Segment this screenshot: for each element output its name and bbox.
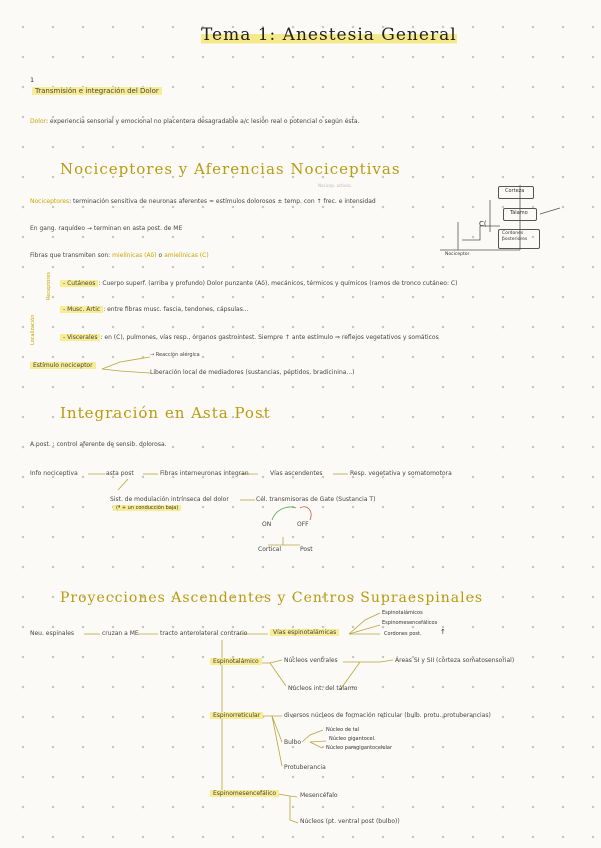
cutaneos-text: : Cuerpo superf. (arriba y profundo) Dolor punzante (Aδ), mecánicos, térmicos y químicos (ramos de tronco cutáneo: C) bbox=[98, 280, 458, 287]
esp-mes-label: Espinomesencefálico bbox=[210, 790, 279, 797]
areas-text: Áreas SI y SII (corteza somatosensorial) bbox=[395, 657, 515, 664]
cortical-label: Cortical bbox=[258, 546, 281, 553]
side-label-receptores: Receptores bbox=[46, 272, 52, 300]
dolor-label: Dolor bbox=[30, 118, 46, 125]
apost-text: A.post. : control aferente de sensib. dolorosa. bbox=[30, 441, 167, 448]
fibras-text: Fibras que transmiten son: bbox=[30, 252, 111, 259]
dolor-text: : experiencia sensorial y emocional no placentera desagradable a/c lesión real o potencial o según ésta. bbox=[46, 118, 360, 125]
chain-3: Fibras interneuronas integran bbox=[160, 470, 249, 477]
bulbo-2: Núcleo gigantocel. bbox=[329, 736, 376, 742]
bulbo-3: Núcleo paragigantocelular bbox=[326, 745, 393, 751]
diversos-text: diversos núcleos de formación reticular (bulb. protu. protuberancias) bbox=[284, 712, 491, 719]
nucleos-int: Núcleos int. del tálamo bbox=[288, 685, 358, 692]
branch-3-mark: ↑ bbox=[440, 628, 446, 636]
on-label: ON bbox=[262, 521, 272, 528]
bulbo-1: Núcleo de tal bbox=[326, 727, 360, 733]
estimulo-2: Liberación local de mediadores (sustancias, péptidos, bradicinina...) bbox=[150, 369, 355, 376]
nucleos-ventrales: Núcleos ventrales bbox=[284, 657, 338, 664]
section-1-heading: Transmisión e integración del Dolor bbox=[32, 87, 162, 95]
chain-4: Vías ascendentes bbox=[270, 470, 323, 477]
teoria-note: (ª + un conducción baja) bbox=[113, 505, 181, 511]
diagram-mark: C( bbox=[479, 220, 487, 228]
section-2-heading: Nociceptores y Aferencias Nociceptivas bbox=[60, 160, 401, 178]
visceral-label: - Viscerales bbox=[60, 334, 100, 341]
neu-espinales: Neu. espinales bbox=[30, 630, 75, 637]
mesencefalo-label: Mesencéfalo bbox=[300, 792, 338, 799]
visceral-line bbox=[60, 334, 439, 341]
side-label-localizacion: Localización bbox=[30, 314, 36, 345]
cutaneos-line bbox=[60, 280, 457, 287]
vias-label: Vías espinotalámicas bbox=[270, 629, 339, 636]
fibras-line: Fibras que transmiten son: mielínicas (Aδ) o amielínicas (C) bbox=[30, 252, 209, 259]
nociceptores-definition bbox=[30, 198, 376, 205]
estimulo-label: Estímulo nociceptor bbox=[30, 362, 96, 369]
nociceptores-text: : terminación sensitiva de neuronas aferentes ≈ estímulos dolorosos ± temp. con ↑ frec. e intensidad bbox=[69, 198, 376, 205]
muscular-label: - Musc. Artic bbox=[60, 306, 103, 313]
branch-1: Espinotalámicos bbox=[382, 610, 423, 616]
muscular-text: : entre fibras musc. fascia, tendones, cápsulas... bbox=[103, 306, 249, 313]
page-title: Tema 1: Anestesia General bbox=[201, 25, 457, 45]
protuberancia-label: Protuberancia bbox=[284, 764, 326, 771]
nociceptores-label: Nociceptores bbox=[30, 198, 70, 205]
estimulo-1: → Reacción alérgica bbox=[150, 352, 200, 358]
chain-2: asta post bbox=[106, 470, 134, 477]
teoria-text: Sist. de modulación intrínseca del dolor bbox=[110, 496, 229, 503]
section-4-heading: Proyecciones Ascendentes y Centros Supraespinales bbox=[60, 590, 484, 606]
branch-3: Cordones post. bbox=[384, 631, 422, 637]
nucleos-b: Núcleos (pt. ventral post (bulbo)) bbox=[300, 818, 400, 825]
section-3-heading: Integración en Asta Post bbox=[60, 404, 271, 422]
cruzan-text: cruzan a ME bbox=[102, 630, 139, 637]
cutaneos-label: - Cutáneos bbox=[60, 280, 98, 287]
section-number: 1 bbox=[30, 76, 35, 84]
gate-text: Cél. transmisoras de Gate (Sustancia T) bbox=[256, 496, 376, 503]
corteza-label: Corteza bbox=[505, 188, 525, 194]
cordones-label: Cordones posteriores bbox=[502, 231, 528, 242]
esp-ret-label: Espinorreticular bbox=[210, 712, 263, 719]
bulbo-label: Bulbo bbox=[284, 739, 302, 746]
ganglio-text: En gang. raquídeo → terminan en asta post. de ME bbox=[30, 225, 183, 232]
nociceptor-label: Nociceptor bbox=[445, 252, 470, 257]
fibras-c: amielínicas (C) bbox=[164, 252, 209, 259]
talamo-label: Tálamo bbox=[510, 210, 528, 216]
esp-tal-label: Espinotalámico bbox=[210, 658, 262, 665]
dolor-definition bbox=[30, 118, 359, 125]
post-label: Post bbox=[300, 546, 313, 553]
branch-2: Espinomesencefálicos bbox=[382, 620, 438, 626]
fibras-ad: mielínicas (Aδ) bbox=[112, 252, 157, 259]
off-label: OFF bbox=[297, 521, 309, 528]
chain-1: Info nociceptiva bbox=[30, 470, 78, 477]
muscular-line bbox=[60, 306, 249, 313]
tracto-text: tracto anterolateral contrario bbox=[160, 630, 248, 637]
visceral-text: : en (C), pulmones, vías resp., órganos gastrointest. Siempre ↑ ante estímulo ⇒ reflejos vegetativos y somáticos bbox=[100, 334, 439, 341]
chain-5: Resp. vegetativa y somatomotora bbox=[350, 470, 452, 477]
small-note: Nocicep. activac. bbox=[318, 183, 353, 188]
